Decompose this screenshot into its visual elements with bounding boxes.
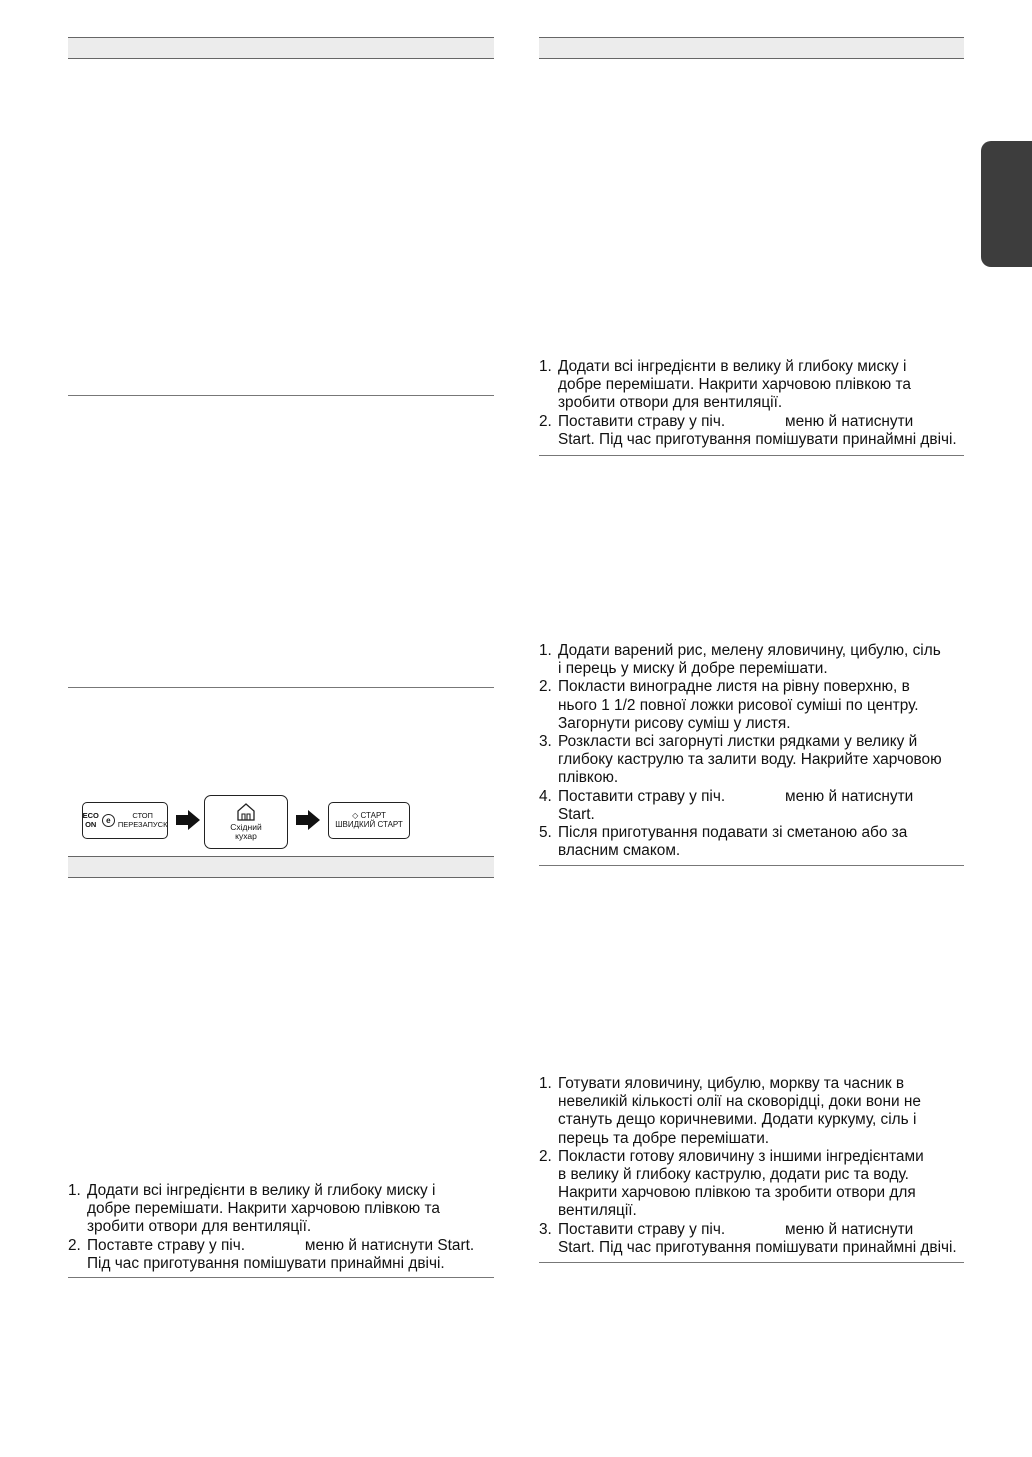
start-button[interactable]: [328, 802, 410, 839]
list-item: 1. Готувати яловичину, цибулю, моркву та часник в невеликій кількості олії на сковорідці, доки вони не стануть дещо коричневими. Додати куркуму, сіль і перець та добре перемішати.: [539, 1075, 921, 1147]
left-divider-1: [68, 395, 494, 396]
left-divider-3: [68, 1277, 494, 1278]
right-recipe-1-steps: [539, 358, 969, 449]
list-item: 3. Поставити страву у піч. меню й натиснути Start. Під час приготування помішувати принаймні двічі.: [539, 1220, 957, 1256]
eco-badge-icon: e: [102, 814, 115, 827]
arrow-right-icon: [296, 810, 320, 830]
list-item: 2. Поставте страву у піч. меню й натиснути Start. Під час приготування помішувати принаймні двічі.: [68, 1236, 475, 1272]
list-item: 1. Додати всі інгредієнти в велику й глибоку миску і добре перемішати. Накрити харчовою плівкою та зробити отвори для вентиляції.: [539, 358, 911, 412]
eastern-chef-label: Східний кухар: [230, 821, 262, 841]
right-divider-1: [539, 455, 964, 456]
stop-label: СТОП ПЕРЕЗАПУСК: [117, 811, 168, 829]
eco-label: ECO ON: [82, 811, 99, 829]
right-recipe-2-steps: [539, 642, 969, 860]
house-icon: [236, 803, 256, 821]
right-recipe-3-steps: [539, 1075, 969, 1257]
list-item: 2. Поставити страву у піч. меню й натиснути Start. Під час приготування помішувати принаймні двічі.: [539, 412, 957, 448]
left-recipe-steps: [68, 1182, 498, 1273]
list-item: 2. Покласти готову яловичину з іншими інгредієнтами в велику й глибоку каструлю, додати рис та воду. Накрити харчовою плівкою та зробити отвори для вентиляції.: [539, 1147, 924, 1220]
section-tab: [981, 141, 1032, 267]
left-divider-2: [68, 687, 494, 688]
list-item: 1. Додати всі інгредієнти в велику й глибоку миску і добре перемішати. Накрити харчовою плівкою та зробити отвори для вентиляції.: [68, 1182, 440, 1236]
right-header-band-1: [539, 37, 964, 59]
eastern-chef-button[interactable]: [204, 795, 288, 849]
right-divider-2: [539, 865, 964, 866]
arrow-right-icon: [176, 810, 200, 830]
list-item: 1. Додати варений рис, мелену яловичину, цибулю, сіль і перець у миску й добре перемішати.: [539, 642, 941, 678]
list-item: 2. Покласти виноградне листя на рівну поверхню, в нього 1 1/2 повної ложки рисової суміші по центру. Загорнути рисову суміш у листя.: [539, 678, 919, 732]
list-item: 3. Розкласти всі загорнуті листки рядками у велику й глибоку каструлю та залити воду. Накрийте харчовою плівкою.: [539, 733, 942, 787]
start-diamond-icon: ◇: [352, 811, 359, 820]
left-header-band-1: [68, 37, 494, 59]
list-item: 5. Після приготування подавати зі сметаною або за власним смаком.: [539, 824, 908, 860]
list-item: 4. Поставити страву у піч. меню й натиснути Start.: [539, 787, 914, 823]
eco-stop-button[interactable]: [82, 802, 168, 839]
start-label: ◇ СТАРТ ШВИДКИЙ СТАРТ: [335, 811, 403, 829]
right-divider-3: [539, 1262, 964, 1263]
left-header-band-2: [68, 856, 494, 878]
